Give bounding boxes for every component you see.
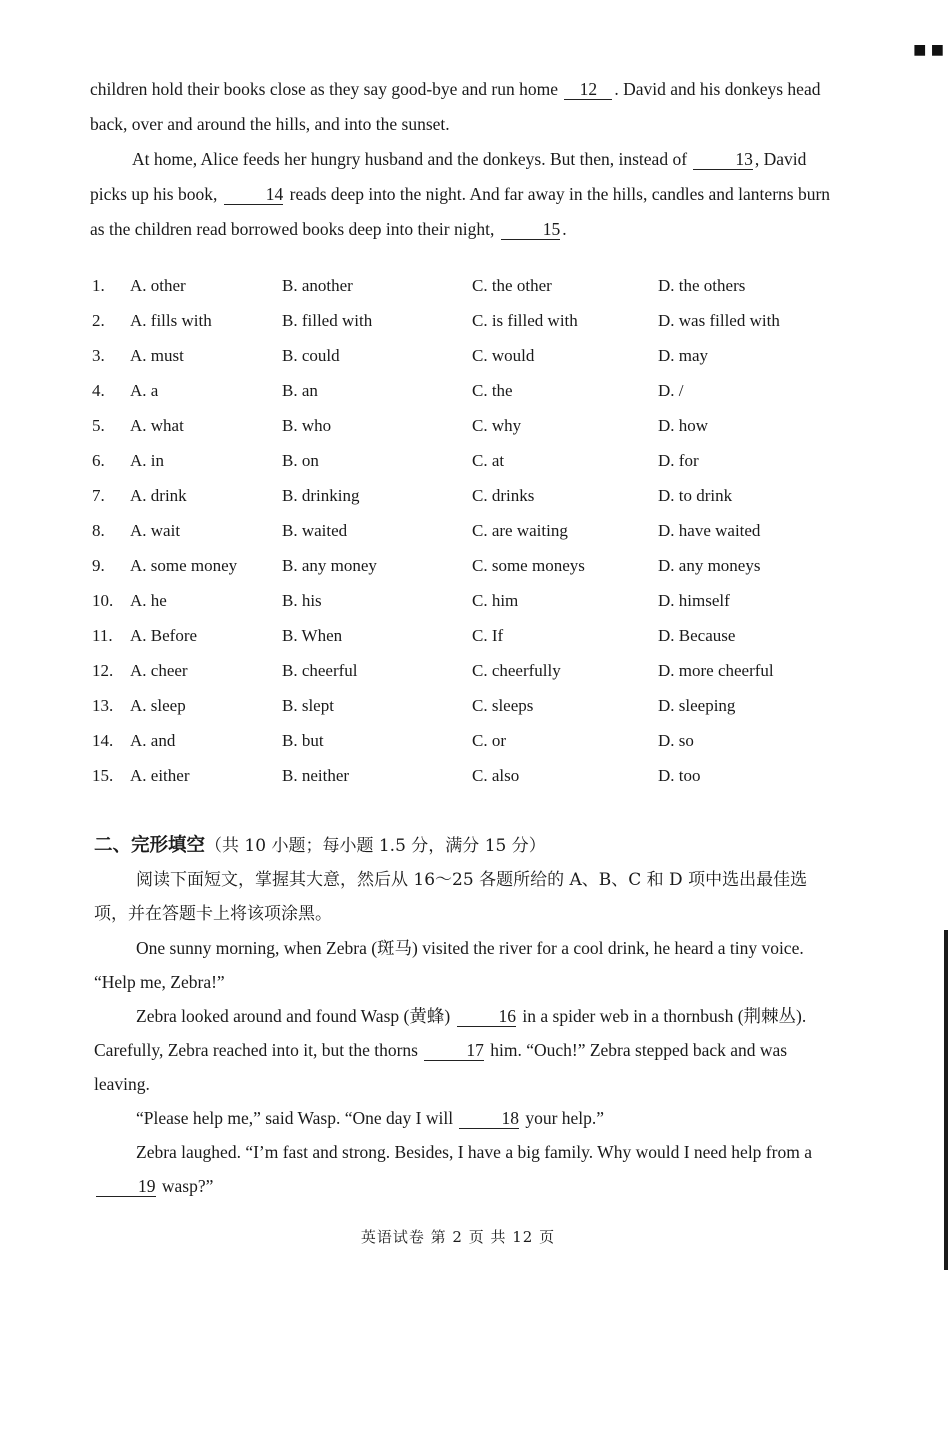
option-a: A. sleep xyxy=(130,695,186,715)
option-d: D. the others xyxy=(658,275,746,295)
section-scoring-note: （共 10 小题；每小题 1.5 分，满分 15 分） xyxy=(205,836,546,856)
option-c: C. drinks xyxy=(472,485,535,505)
option-a: A. must xyxy=(130,345,184,365)
option-b: B. another xyxy=(282,275,353,295)
option-d: D. have waited xyxy=(658,520,761,540)
option-b: B. any money xyxy=(282,555,377,575)
question-number: 2. xyxy=(92,310,105,330)
option-a: A. he xyxy=(130,590,167,610)
option-row xyxy=(92,583,832,618)
option-c: C. the xyxy=(472,380,513,400)
option-a: A. in xyxy=(130,450,164,470)
blank-16: 16 xyxy=(457,1006,517,1027)
question-number: 3. xyxy=(92,345,105,365)
blank-14: 14 xyxy=(224,184,284,205)
blank-17: 17 xyxy=(424,1040,484,1061)
option-c: C. would xyxy=(472,345,535,365)
question-number: 5. xyxy=(92,415,105,435)
option-b: B. filled with xyxy=(282,310,373,330)
option-d: D. / xyxy=(658,380,684,400)
option-c: C. some moneys xyxy=(472,555,585,575)
option-row xyxy=(92,303,832,338)
option-d: D. sleeping xyxy=(658,695,736,715)
option-c: C. If xyxy=(472,625,504,645)
question-number: 12. xyxy=(92,660,114,680)
option-b: B. neither xyxy=(282,765,350,785)
option-d: D. too xyxy=(658,765,701,785)
option-c: C. is filled with xyxy=(472,310,578,330)
option-b: B. on xyxy=(282,450,319,470)
option-c: C. or xyxy=(472,730,506,750)
option-d: D. Because xyxy=(658,625,736,645)
option-a: A. cheer xyxy=(130,660,188,680)
option-d: D. to drink xyxy=(658,485,733,505)
option-b: B. waited xyxy=(282,520,348,540)
blank-19: 19 xyxy=(96,1176,156,1197)
option-row xyxy=(92,513,832,548)
option-a: A. other xyxy=(130,275,186,295)
scan-edge-line xyxy=(944,930,948,1270)
option-d: D. may xyxy=(658,345,709,365)
option-d: D. more cheerful xyxy=(658,660,774,680)
section-instruction: 阅读下面短文，掌握其大意，然后从 16～25 各题所给的 A、B、C 和 D 项中选出最佳选项，并在答题卡上将该项涂黑。 xyxy=(94,870,808,924)
option-row xyxy=(92,373,832,408)
answer-options xyxy=(92,268,832,793)
option-c: C. cheerfully xyxy=(472,660,561,680)
option-d: D. for xyxy=(658,450,699,470)
option-b: B. could xyxy=(282,345,340,365)
blank-18: 18 xyxy=(459,1108,519,1129)
question-number: 7. xyxy=(92,485,105,505)
cloze-paragraph-3: “Please help me,” said Wasp. “One day I will 18 your help.” xyxy=(136,1108,605,1128)
option-a: A. either xyxy=(130,765,190,785)
option-a: A. what xyxy=(130,415,184,435)
option-a: A. some money xyxy=(130,555,238,575)
passage-paragraph-1: children hold their books close as they say good-bye and run home 12 . David and his donkeys head back, over and around the hills, and into the sunset. xyxy=(90,79,821,134)
option-a: A. wait xyxy=(130,520,181,540)
option-row xyxy=(92,548,832,583)
option-row xyxy=(92,443,832,478)
question-number: 14. xyxy=(92,730,114,750)
option-row xyxy=(92,688,832,723)
question-number: 1. xyxy=(92,275,105,295)
option-b: B. an xyxy=(282,380,318,400)
option-a: A. a xyxy=(130,380,159,400)
option-b: B. his xyxy=(282,590,322,610)
cloze-paragraph-4: Zebra laughed. “I’m fast and strong. Besides, I have a big family. Why would I need help from a 19 wasp?” xyxy=(94,1135,834,1203)
cloze-paragraph-2: Zebra looked around and found Wasp (黄蜂) 16 in a spider web in a thornbush (荆棘丛). Carefully, Zebra reached into it, but the thorns 17 him. “Ouch!” Zebra stepped back and was leaving. xyxy=(94,1006,807,1094)
passage-paragraph-2: At home, Alice feeds her hungry husband and the donkeys. But then, instead of 13 , David picks up his book, 14 reads deep into the night. And far away in the hills, candles and lanterns burn as the children read borrowed books deep into their night, 15 . xyxy=(90,149,831,239)
page-footer: 英语试卷 第 2 页 共 12 页 xyxy=(360,1228,556,1246)
question-number: 9. xyxy=(92,555,105,575)
option-c: C. sleeps xyxy=(472,695,534,715)
option-b: B. who xyxy=(282,415,332,435)
option-d: D. any moneys xyxy=(658,555,761,575)
option-row xyxy=(92,653,832,688)
option-a: A. and xyxy=(130,730,176,750)
option-a: A. Before xyxy=(130,625,198,645)
option-c: C. the other xyxy=(472,275,552,295)
option-c: C. also xyxy=(472,765,520,785)
option-row xyxy=(92,338,832,373)
option-a: A. fills with xyxy=(130,310,212,330)
option-b: B. but xyxy=(282,730,324,750)
question-number: 13. xyxy=(92,695,114,715)
option-row xyxy=(92,758,832,793)
blank-12: 12 xyxy=(564,79,612,100)
cloze-paragraph-1: One sunny morning, when Zebra (斑马) visited the river for a cool drink, he heard a tiny voice. “Help me, Zebra!” xyxy=(94,938,804,992)
option-c: C. at xyxy=(472,450,505,470)
option-d: D. himself xyxy=(658,590,730,610)
option-row xyxy=(92,408,832,443)
option-row xyxy=(92,268,832,303)
option-b: B. slept xyxy=(282,695,334,715)
option-d: D. how xyxy=(658,415,709,435)
option-b: B. cheerful xyxy=(282,660,358,680)
blank-15: 15 xyxy=(501,219,561,240)
option-c: C. why xyxy=(472,415,522,435)
question-number: 10. xyxy=(92,590,114,610)
question-number: 15. xyxy=(92,765,114,785)
option-a: A. drink xyxy=(130,485,187,505)
option-row xyxy=(92,478,832,513)
section-heading xyxy=(94,828,834,863)
option-row xyxy=(92,618,832,653)
option-b: B. drinking xyxy=(282,485,360,505)
option-d: D. was filled with xyxy=(658,310,780,330)
reading-passage xyxy=(90,72,832,247)
option-d: D. so xyxy=(658,730,694,750)
question-number: 4. xyxy=(92,380,105,400)
option-row xyxy=(92,723,832,758)
option-b: B. When xyxy=(282,625,343,645)
question-number: 6. xyxy=(92,450,105,470)
question-number: 11. xyxy=(92,625,113,645)
question-number: 8. xyxy=(92,520,105,540)
blank-13: 13 xyxy=(693,149,753,170)
section-title: 二、完形填空 xyxy=(94,835,206,856)
cloze-section xyxy=(94,828,834,1203)
registration-mark: ■ ■ xyxy=(913,42,944,58)
option-c: C. are waiting xyxy=(472,520,568,540)
option-c: C. him xyxy=(472,590,519,610)
